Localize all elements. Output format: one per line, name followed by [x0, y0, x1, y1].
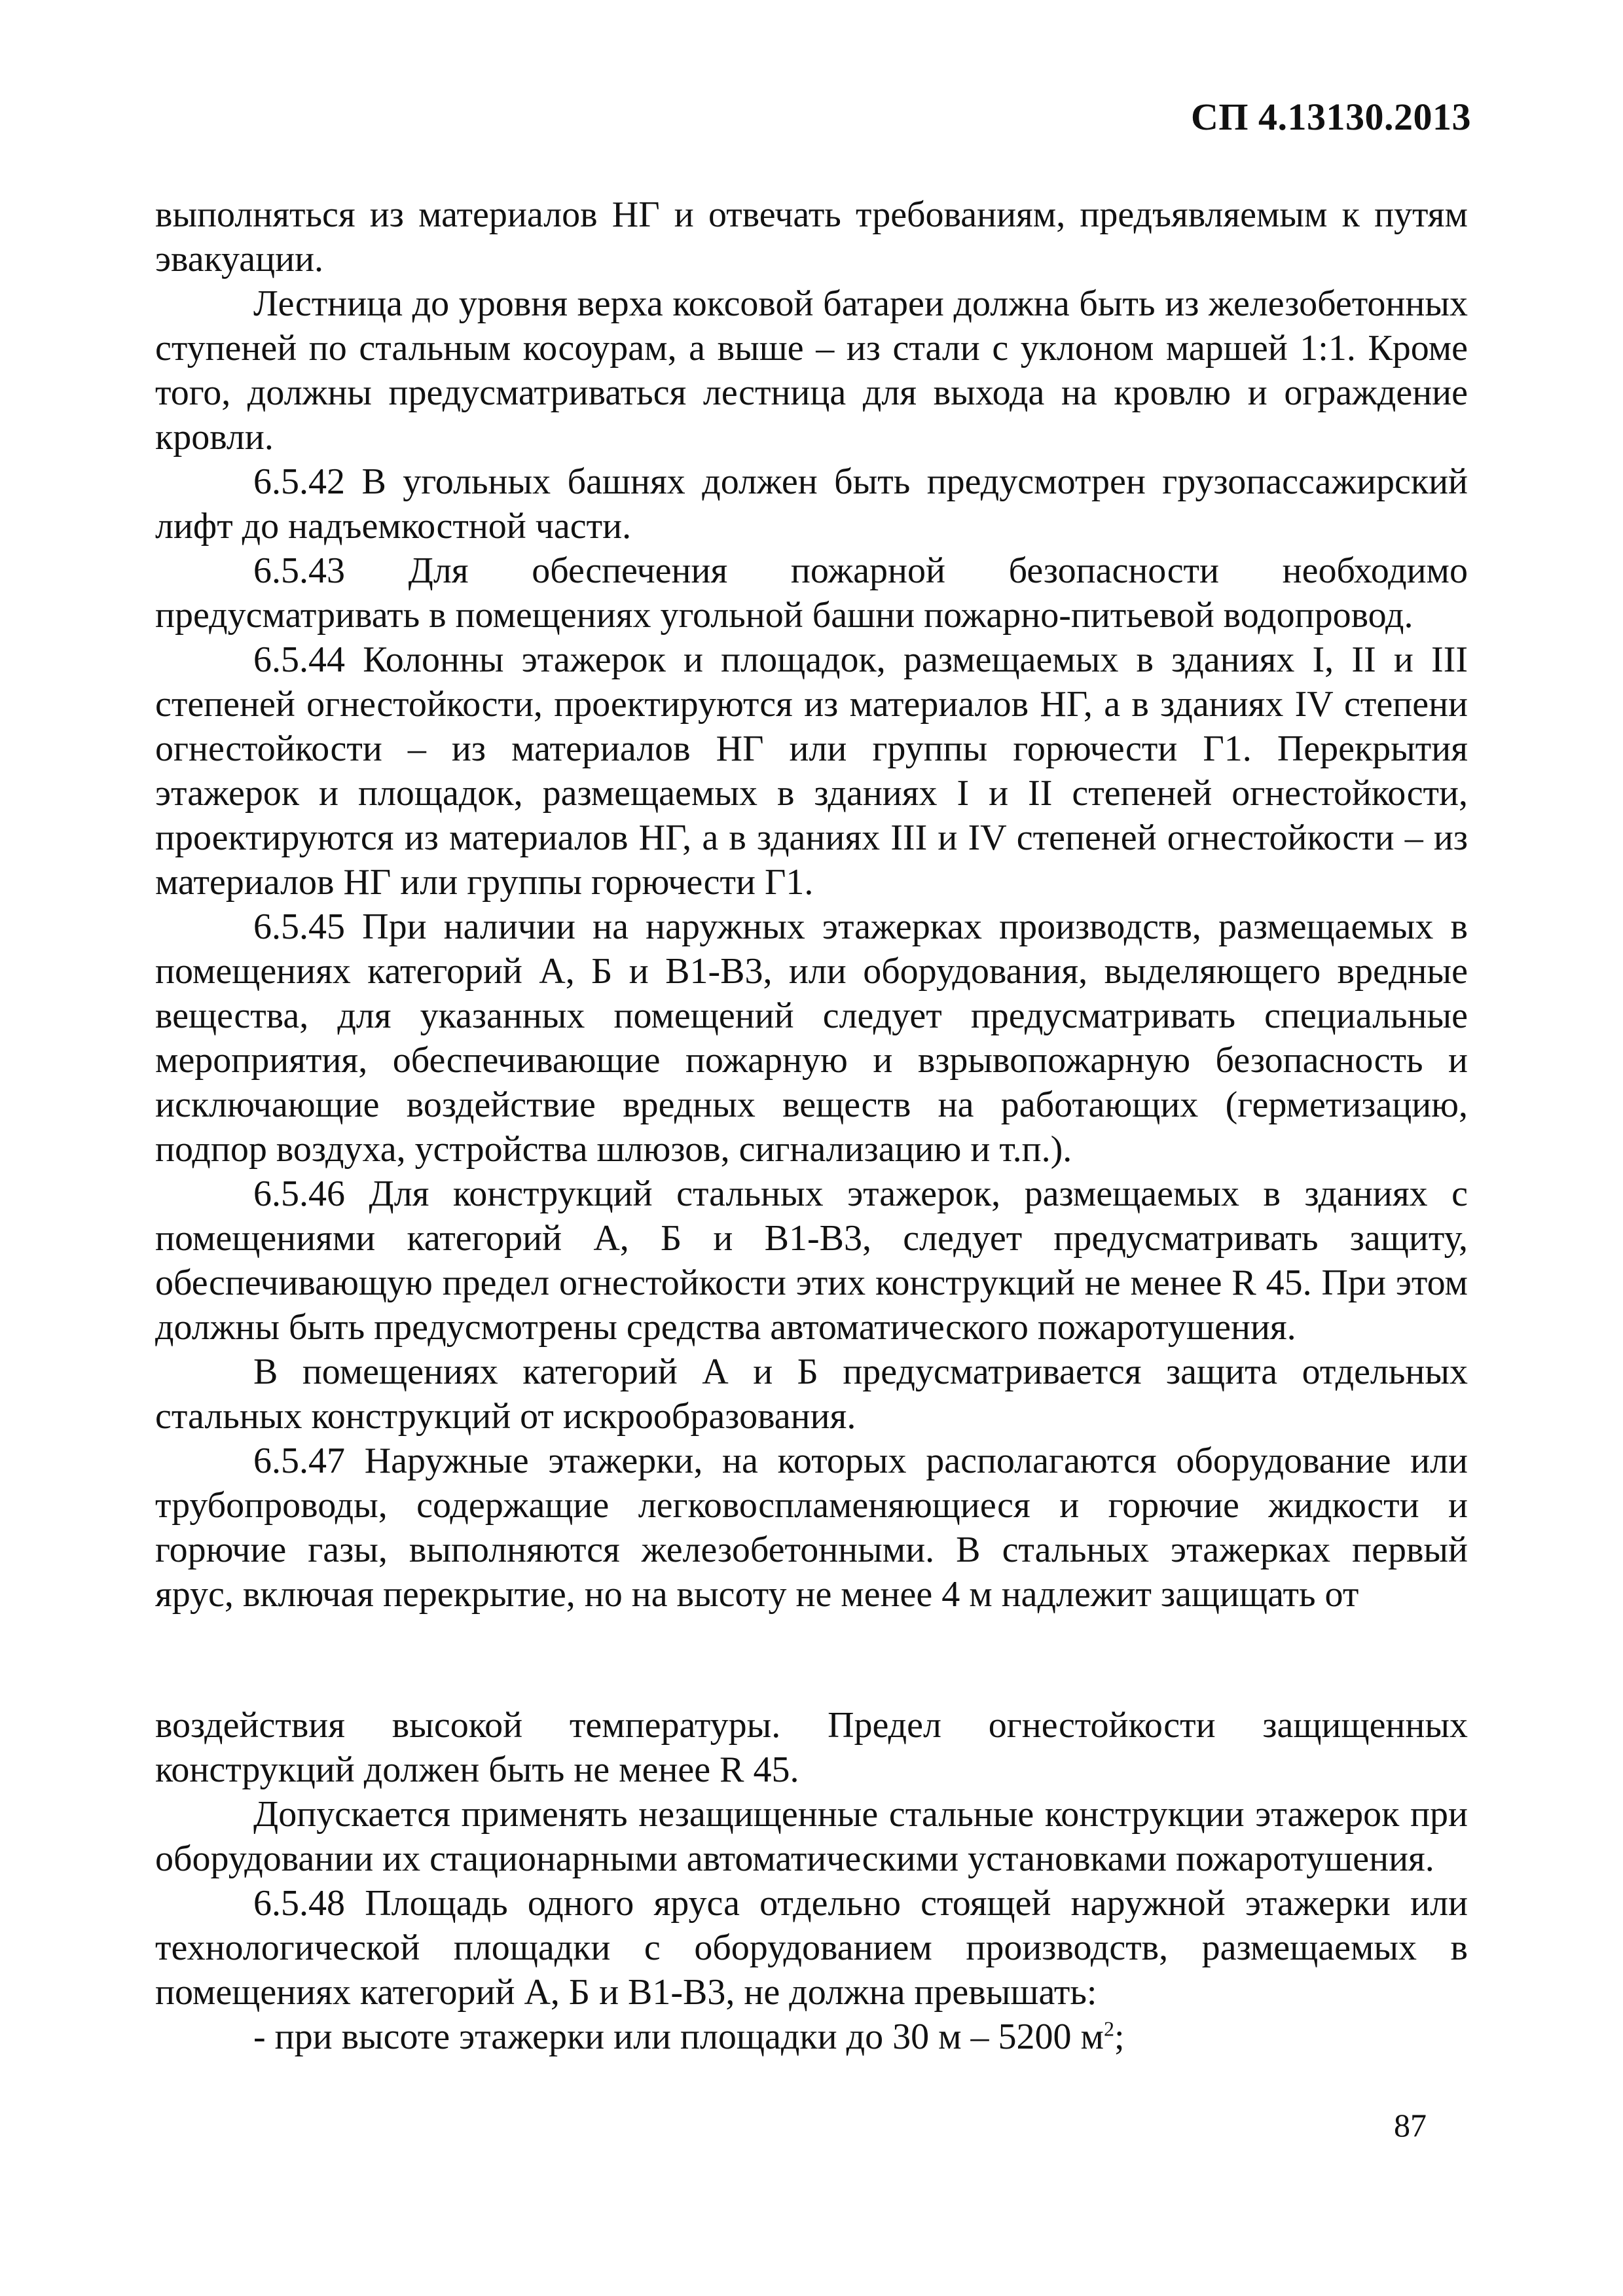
list-item-area-limit: [155, 2015, 1468, 2059]
paragraph-continuation-2: воздействия высокой температуры. Предел огнестойкости защищенных конструкций должен быть не менее R 45.: [155, 1705, 1468, 1790]
paragraph-6-5-45: 6.5.45 При наличии на наружных этажерках производств, размещаемых в помещениях категорий А, Б и В1-В3, или оборудования, выделяющего вредные вещества, для указанных помещений следует предусматривать специальные мероприятия, обеспечивающие пожарную и взрывопожарную безопасность и исключающие воздействие вредных веществ на работающих (герметизацию, подпор воздуха, устройства шлюзов, сигнализацию и т.п.).: [155, 906, 1468, 1170]
body-text-top: [155, 192, 1468, 1617]
paragraph-6-5-47: 6.5.47 Наружные этажерки, на которых располагаются оборудование или трубопроводы, содержащие легковоспламеняющиеся и горючие жидкости и горючие газы, выполняются железобетонными. В стальных этажерках первый ярус, включая перекрытие, но на высоту не менее 4 м надлежит защищать от: [155, 1441, 1468, 1615]
paragraph-continuation: выполняться из материалов НГ и отвечать требованиям, предъявляемым к путям эвакуации.: [155, 194, 1468, 279]
paragraph-categories-ab: В помещениях категорий А и Б предусматривается защита отдельных стальных конструкций от искрообразования.: [155, 1352, 1468, 1437]
document-code-header: СП 4.13130.2013: [1191, 96, 1471, 138]
list-item-superscript: 2: [1103, 2017, 1114, 2041]
list-item-text: - при высоте этажерки или площадки до 30 м – 5200 м: [253, 2017, 1104, 2057]
body-text-bottom: [155, 1703, 1468, 2059]
paragraph-6-5-44: 6.5.44 Колонны этажерок и площадок, размещаемых в зданиях I, II и III степеней огнестойкости, проектируются из материалов НГ, а в зданиях IV степени огнестойкости – из материалов НГ или группы горючести Г1. Перекрытия этажерок и площадок, размещаемых в зданиях I и II степеней огнестойкости, проектируются из материалов НГ, а в зданиях III и IV степеней огнестойкости – из материалов НГ или группы горючести Г1.: [155, 639, 1468, 903]
paragraph-6-5-42: 6.5.42 В угольных башнях должен быть предусмотрен грузопассажирский лифт до надъемкостной части.: [155, 461, 1468, 547]
list-item-terminator: ;: [1114, 2017, 1125, 2057]
paragraph-unprotected-structures: Допускается применять незащищенные стальные конструкции этажерок при оборудовании их стационарными автоматическими установками пожаротушения.: [155, 1794, 1468, 1879]
paragraph-stairs: Лестница до уровня верха коксовой батареи должна быть из железобетонных ступеней по стальным косоурам, а выше – из стали с уклоном маршей 1:1. Кроме того, должны предусматриваться лестница для выхода на кровлю и ограждение кровли.: [155, 283, 1468, 457]
paragraph-6-5-48: 6.5.48 Площадь одного яруса отдельно стоящей наружной этажерки или технологической площадки с оборудованием производств, размещаемых в помещениях категорий А, Б и В1-В3, не должна превышать:: [155, 1883, 1468, 2013]
page-number: 87: [1394, 2107, 1427, 2144]
paragraph-6-5-43: 6.5.43 Для обеспечения пожарной безопасности необходимо предусматривать в помещениях угольной башни пожарно-питьевой водопровод.: [155, 550, 1468, 636]
paragraph-6-5-46: 6.5.46 Для конструкций стальных этажерок, размещаемых в зданиях с помещениями категорий А, Б и В1-В3, следует предусматривать защиту, обеспечивающую предел огнестойкости этих конструкций не менее R 45. При этом должны быть предусмотрены средства автоматического пожаротушения.: [155, 1174, 1468, 1348]
